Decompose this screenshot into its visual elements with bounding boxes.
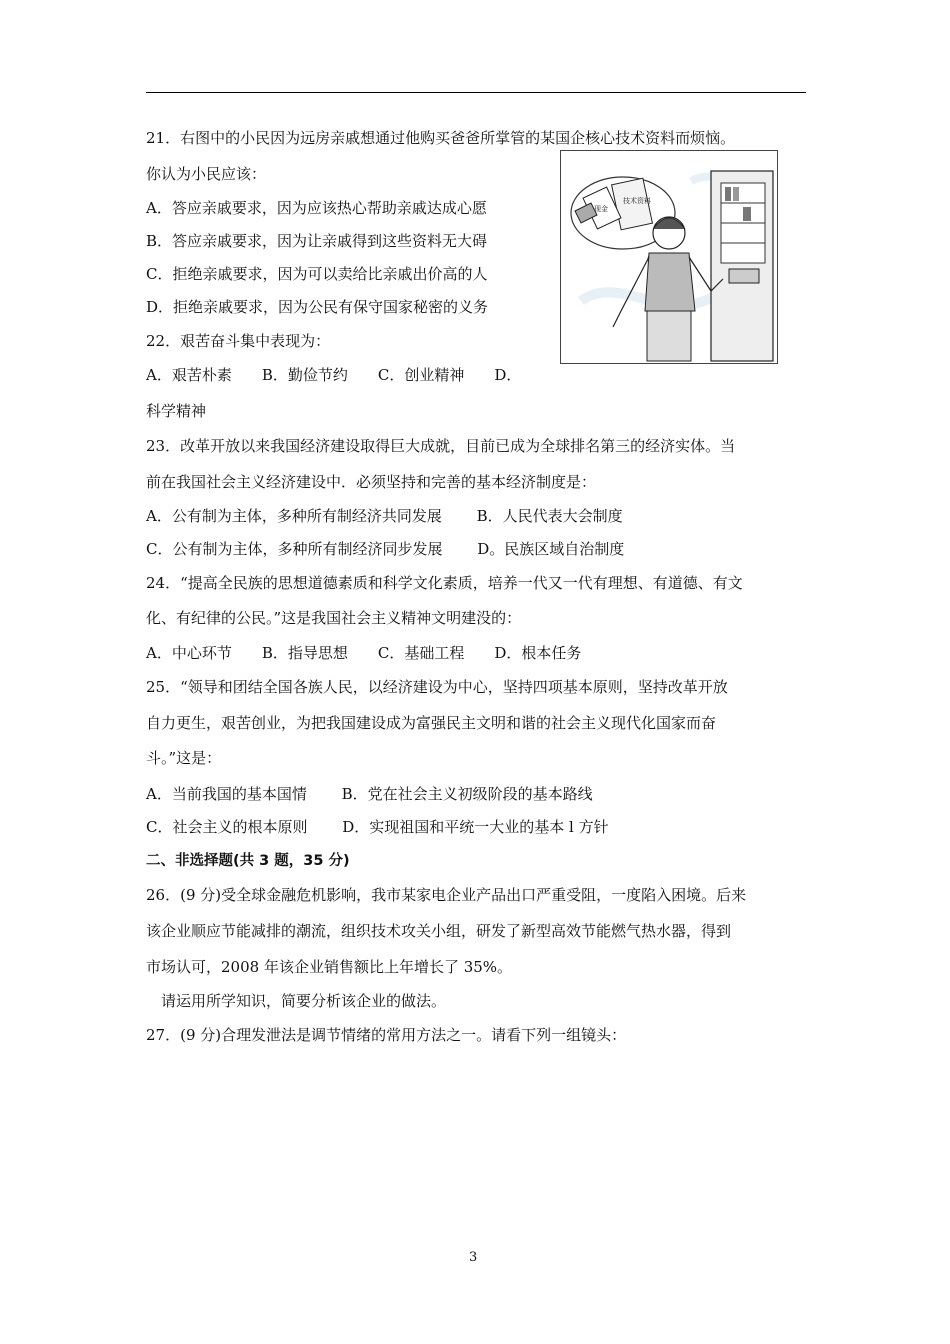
q26-line1: 26．(9 分)受全球金融危机影响，我市某家电企业产品出口严重受阻，一度陷入困境。后来 bbox=[146, 886, 747, 904]
q21-option-a: A．答应亲戚要求，因为应该热心帮助亲戚达成心愿 bbox=[146, 199, 487, 217]
section2-heading: 二、非选择题(共 3 题，35 分) bbox=[146, 853, 350, 869]
q25-stem-line2: 自力更生，艰苦创业，为把我国建设成为富强民主文明和谐的社会主义现代化国家而奋 bbox=[146, 714, 717, 732]
q22-options: A．艰苦朴素 B．勤俭节约 C．创业精神 D． bbox=[146, 366, 522, 384]
q26-line4: 请运用所学知识，简要分析该企业的做法。 bbox=[146, 992, 447, 1010]
q26-line2: 该企业顺应节能减排的潮流，组织技术攻关小组，研发了新型高效节能燃气热水器，得到 bbox=[146, 922, 732, 940]
q22-stem: 22．艰苦奋斗集中表现为： bbox=[146, 332, 331, 350]
q21-illustration bbox=[560, 150, 778, 364]
figure-label-tech: 技术资料 bbox=[623, 197, 651, 205]
q25-stem-line1: 25．“领导和团结全国各族人民，以经济建设为中心，坚持四项基本原则，坚持改革开放 bbox=[146, 678, 728, 696]
q25-options-line2: C．社会主义的根本原则 D．实现祖国和平统一大业的基本 l 方针 bbox=[146, 818, 609, 836]
q23-options-line2: C．公有制为主体，多种所有制经济同步发展 D。民族区域自治制度 bbox=[146, 540, 625, 558]
cartoon-drawing bbox=[561, 151, 777, 363]
q21-option-b: B．答应亲戚要求，因为让亲戚得到这些资料无大碍 bbox=[146, 232, 488, 250]
q27-line1: 27．(9 分)合理发泄法是调节情绪的常用方法之一。请看下列一组镜头： bbox=[146, 1026, 627, 1044]
q21-option-d: D．拒绝亲戚要求，因为公民有保守国家秘密的义务 bbox=[146, 298, 489, 316]
q23-stem-line2: 前在我国社会主义经济建设中．必须坚持和完善的基本经济制度是： bbox=[146, 473, 597, 491]
q22-options-continued: 科学精神 bbox=[146, 402, 207, 420]
q24-stem-line2: 化、有纪律的公民。”这是我国社会主义精神文明建没的： bbox=[146, 609, 522, 627]
q21-stem-line1: 21．右图中的小民因为远房亲戚想通过他购买爸爸所掌管的某国企核心技术资料而烦恼。 bbox=[146, 129, 736, 147]
q21-stem-line2: 你认为小民应该： bbox=[146, 165, 267, 183]
q23-stem-line1: 23．改革开放以来我国经济建设取得巨大成就，目前已成为全球排名第三的经济实体。当 bbox=[146, 437, 736, 455]
q21-option-c: C．拒绝亲戚要求，因为可以卖给比亲戚出价高的人 bbox=[146, 265, 488, 283]
q25-options-line1: A．当前我国的基本国情 B．党在社会主义初级阶段的基本路线 bbox=[146, 785, 593, 803]
q24-options: A．中心环节 B．指导思想 C．基础工程 D．根本任务 bbox=[146, 644, 582, 662]
page-number: 3 bbox=[469, 1250, 478, 1265]
header-rule bbox=[146, 92, 806, 93]
q26-line3: 市场认可，2008 年该企业销售额比上年增长了 35%。 bbox=[146, 958, 513, 976]
q25-stem-line3: 斗。”这是： bbox=[146, 749, 222, 767]
q24-stem-line1: 24．“提高全民族的思想道德素质和科学文化素质，培养一代又一代有理想、有道德、有文 bbox=[146, 574, 743, 592]
figure-label-cash: 现金 bbox=[594, 205, 608, 213]
q23-options-line1: A．公有制为主体，多种所有制经济共同发展 B．人民代表大会制度 bbox=[146, 507, 623, 525]
